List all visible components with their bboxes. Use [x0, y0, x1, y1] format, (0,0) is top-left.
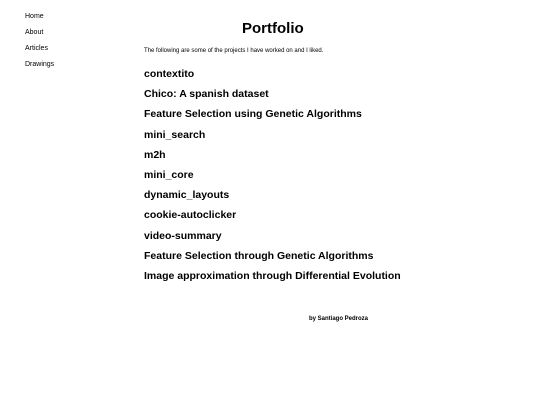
nav-link-about[interactable]: About [25, 29, 44, 36]
intro-text: The following are some of the projects I have worked on and I liked. [144, 48, 324, 54]
project-link-feature-selection-using-ga[interactable]: Feature Selection using Genetic Algorithms [144, 108, 362, 121]
project-link-m2h[interactable]: m2h [144, 148, 166, 161]
page-title: Portfolio [242, 20, 304, 37]
project-item [144, 226, 401, 246]
nav-link-drawings[interactable]: Drawings [25, 61, 55, 68]
project-item [144, 246, 401, 266]
nav-link-articles[interactable]: Articles [25, 45, 48, 52]
project-item [144, 84, 401, 104]
nav-link-home[interactable]: Home [25, 13, 44, 20]
project-item [144, 145, 401, 165]
project-link-video-summary[interactable]: video-summary [144, 229, 222, 242]
side-navigation [25, 12, 105, 76]
project-item [144, 64, 401, 84]
project-link-contextito[interactable]: contextito [144, 68, 195, 80]
project-item [144, 205, 401, 225]
project-item [144, 266, 401, 286]
project-link-image-approximation[interactable]: Image approximation through Differential Evolution [144, 269, 401, 282]
project-link-dynamic-layouts[interactable]: dynamic_layouts [144, 189, 230, 202]
project-item [144, 104, 401, 124]
project-list [144, 64, 401, 286]
project-item [144, 165, 401, 185]
project-link-mini-core[interactable]: mini_core [144, 168, 194, 181]
project-link-mini-search[interactable]: mini_search [144, 128, 206, 141]
project-link-feature-selection-through-ga[interactable]: Feature Selection through Genetic Algorithms [144, 249, 374, 262]
project-item [144, 185, 401, 205]
project-link-cookie-autoclicker[interactable]: cookie-autoclicker [144, 209, 237, 222]
footer-author: by Santiago Pedroza [309, 316, 369, 322]
project-item [144, 125, 401, 145]
project-link-chico[interactable]: Chico: A spanish dataset [144, 88, 269, 101]
